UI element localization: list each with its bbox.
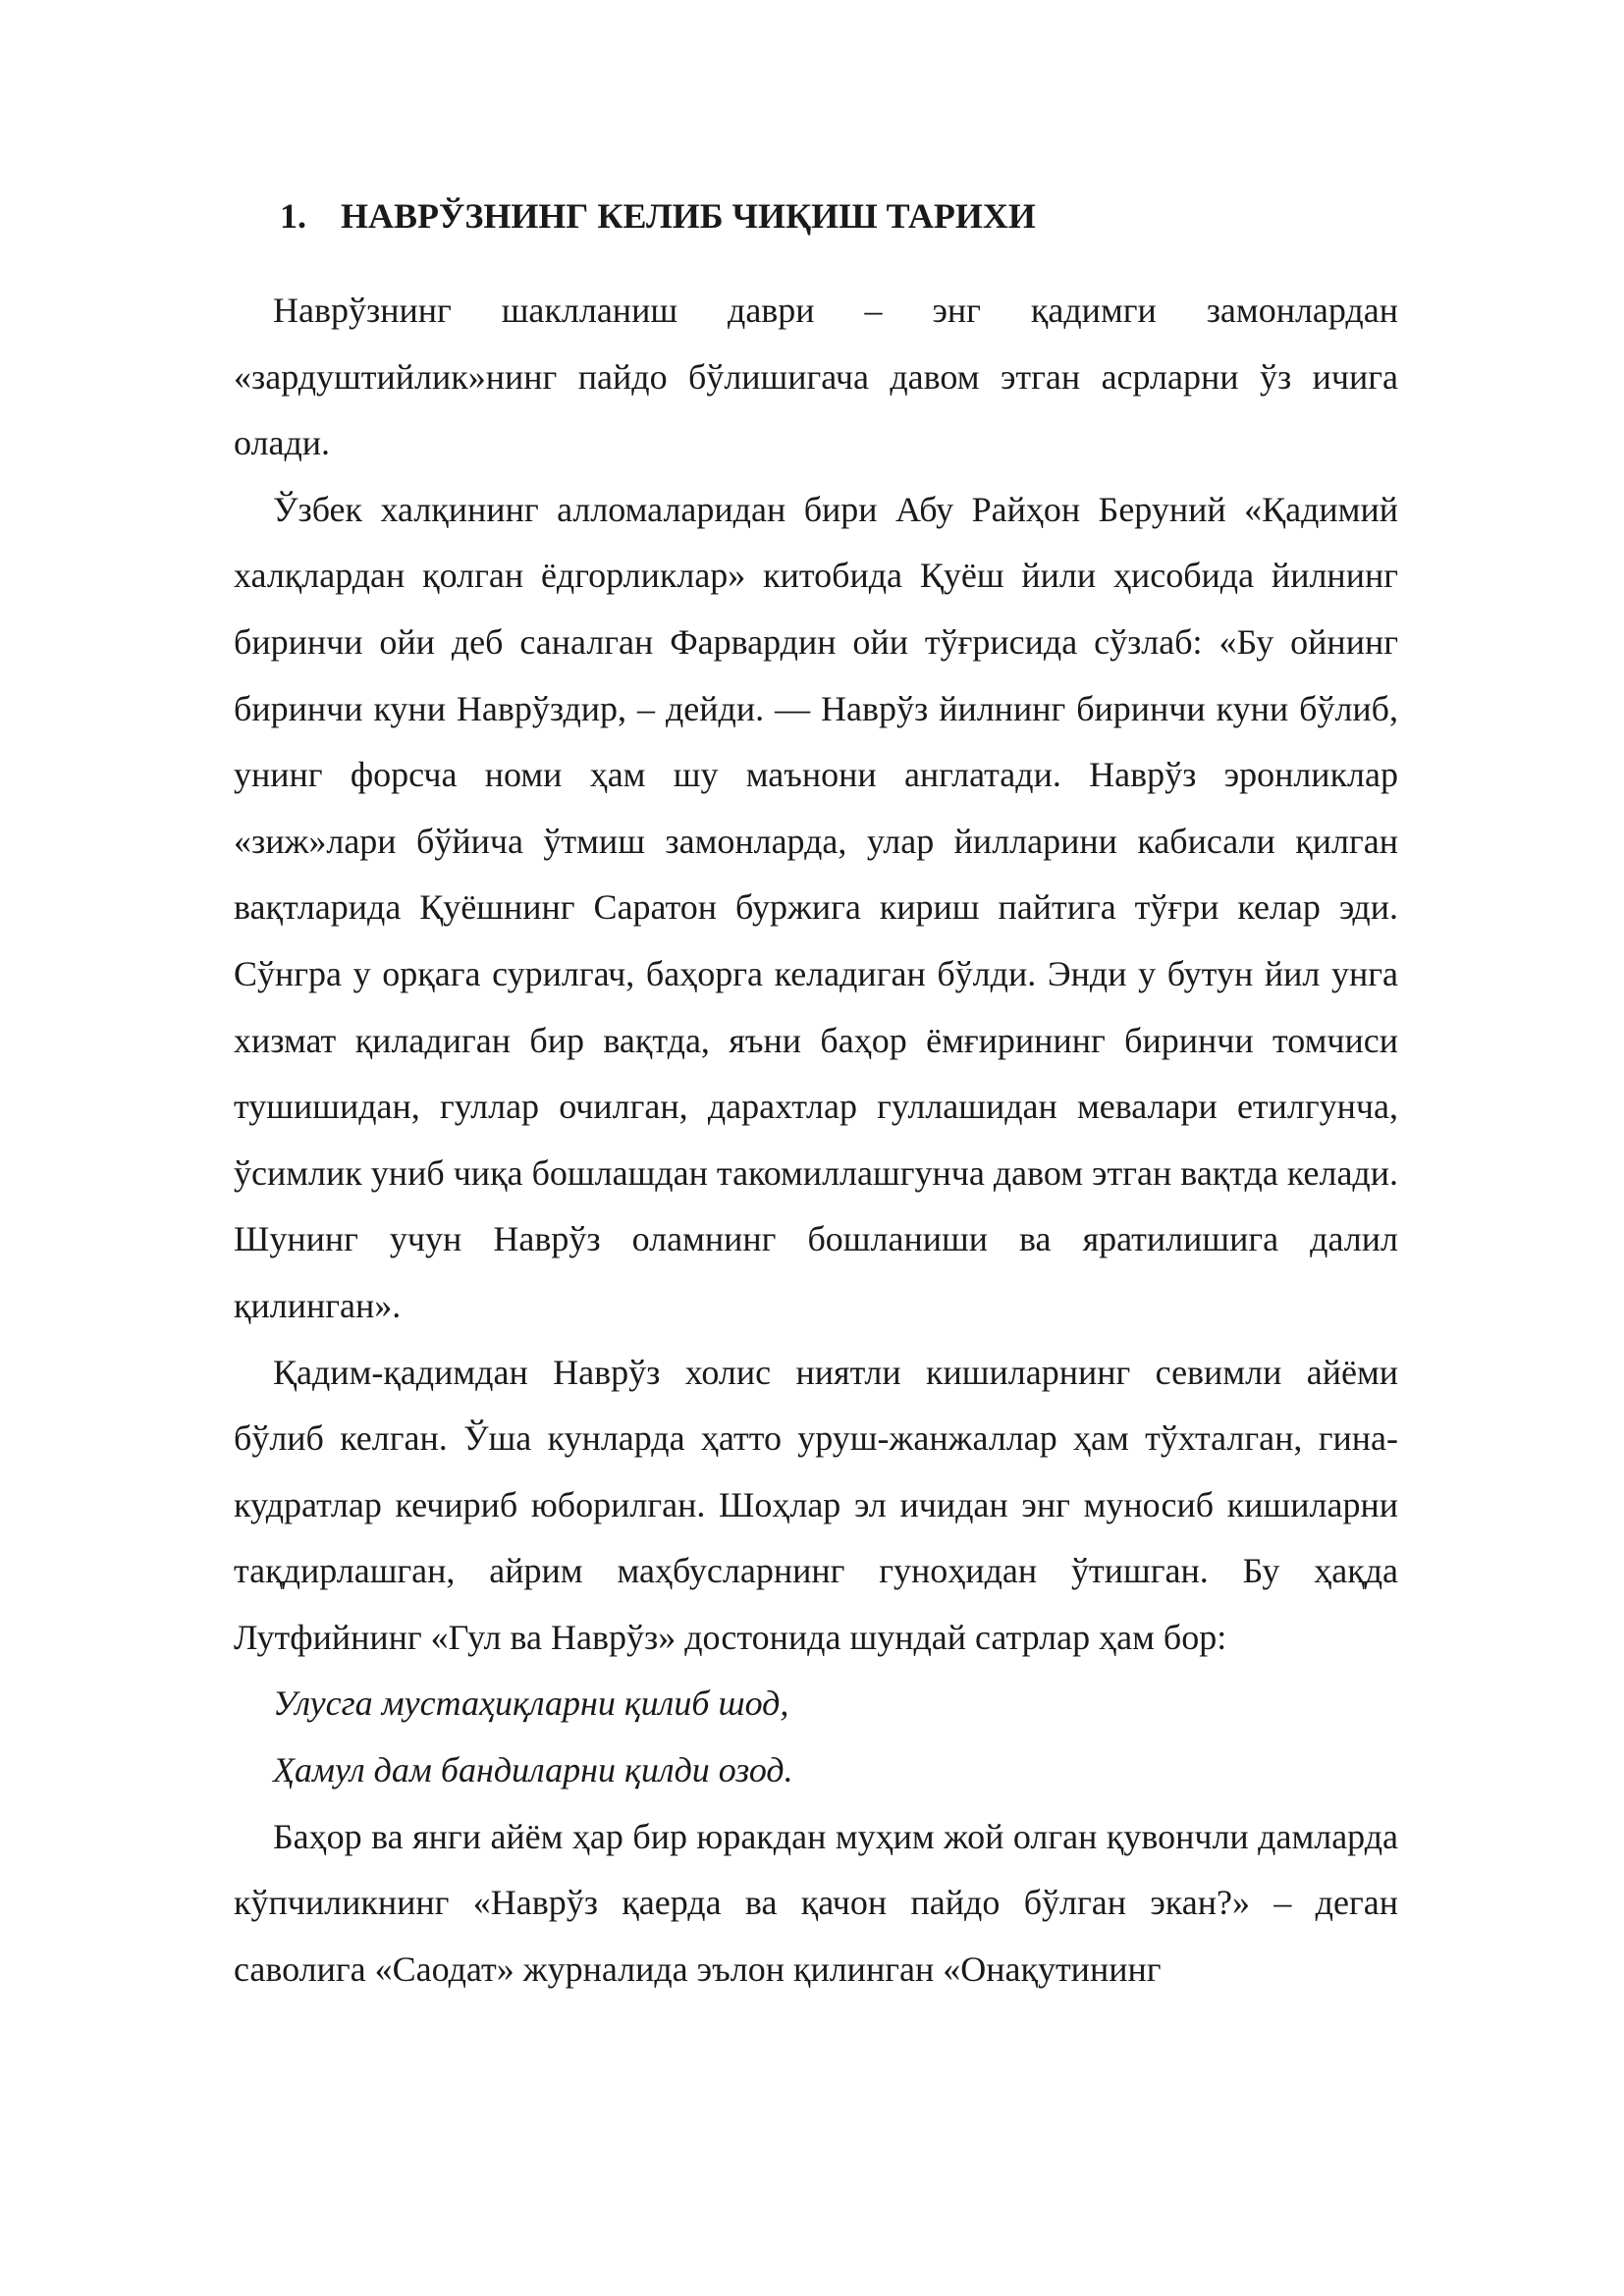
section-number: 1. [280, 196, 306, 236]
paragraph-1: Наврўзнинг шаклланиш даври – энг қадимги замонлардан «зардуштийлик»нинг пайдо бўлишигача давом этган асрларни ўз ичига олади. [234, 291, 1398, 463]
verse-line-1: Улусга мустаҳиқларни қилиб шод, [273, 1683, 789, 1724]
paragraph-2: Ўзбек халқининг алломаларидан бири Абу Райҳон Беруний «Қадимий халқлардан қолган ёдгорликлар» китобида Қуёш йили ҳисобида йилнинг биринчи ойи деб саналган Фарвардин ойи тўғрисида сўзлаб: «Бу ойнинг биринчи куни Наврўздир, – дейди. — Наврўз йилнинг биринчи куни бўлиб, унинг форсча номи ҳам шу маънони англатади. Наврўз эронликлар «зиж»лари бўйича ўтмиш замонларда, улар йилларини кабисали қилган вақтларида Қуёшнинг Саратон буржига кириш пайтига тўғри келар эди. Сўнгра у орқага сурилгач, баҳорга келадиган бўлди. Энди у бутун йил унга хизмат қиладиган бир вақтда, яъни баҳор ёмғирининг биринчи томчиси тушишидан, гуллар очилган, дарахтлар гуллашидан мевалари етилгунча, ўсимлик униб чиқа бошлашдан такомиллашгунча давом этган вақтда келади. Шунинг учун Наврўз оламнинг бошланиши ва яратилишига далил қилинган». [234, 489, 1398, 1325]
body-text [234, 278, 1398, 2002]
section-title: НАВРЎЗНИНГ КЕЛИБ ЧИҚИШ ТАРИХИ [341, 196, 1036, 236]
paragraph-3: Қадим-қадимдан Наврўз холис ниятли кишиларнинг севимли айёми бўлиб келган. Ўша кунларда ҳатто уруш-жанжаллар ҳам тўхталган, гина-кудратлар кечириб юборилган. Шоҳлар эл ичидан энг муносиб кишиларни тақдирлашган, айрим маҳбусларнинг гуноҳидан ўтишган. Бу ҳақда Лутфийнинг «Гул ва Наврўз» достонида шундай сатрлар ҳам бор: [234, 1352, 1398, 1657]
paragraph-4: Баҳор ва янги айём ҳар бир юракдан муҳим жой олган қувончли дамларда кўпчиликнинг «Наврўз қаерда ва қачон пайдо бўлган экан?» – деган саволига «Саодат» журналида эълон қилинган «Онақутининг [234, 1816, 1398, 1989]
verse-line-2: Ҳамул дам бандиларни қилди озод. [273, 1750, 793, 1790]
section-heading [280, 187, 1036, 245]
